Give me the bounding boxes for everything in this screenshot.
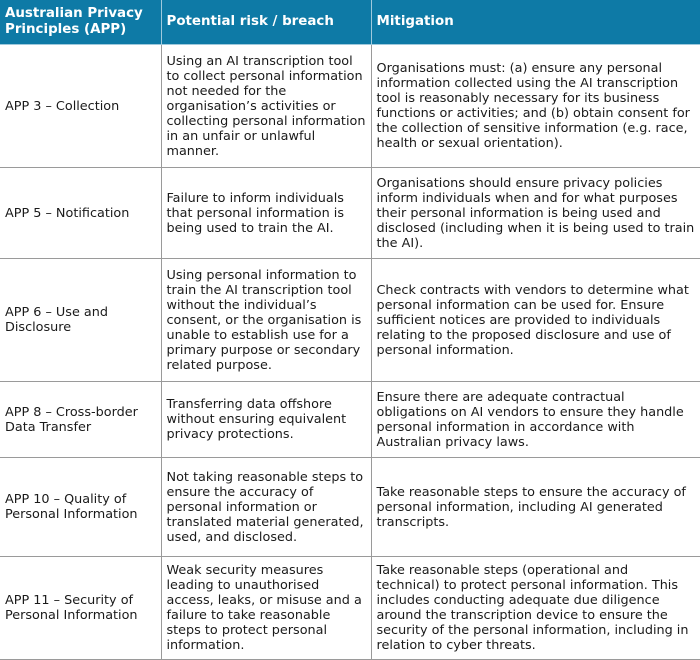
table-row (0, 259, 700, 382)
risk-cell: Transferring data offshore without ensuring equivalent privacy protections. (161, 382, 371, 458)
table-header-row (0, 0, 700, 45)
risk-cell: Not taking reasonable steps to ensure the accuracy of personal information or translated material generated, used, and disclosed. (161, 458, 371, 557)
mitigation-cell: Organisations must: (a) ensure any personal information collected using the AI transcription tool is reasonably necessary for its business functions or activities; and (b) obtain consent for the collection of sensitive information (e.g. race, health or sexual orientation). (371, 45, 700, 168)
principle-cell: APP 10 – Quality of Personal Information (0, 458, 161, 557)
table-row (0, 382, 700, 458)
principle-cell: APP 6 – Use and Disclosure (0, 259, 161, 382)
header-risk: Potential risk / breach (161, 0, 371, 45)
mitigation-cell: Take reasonable steps (operational and technical) to protect personal information. This includes conducting adequate due diligence around the transcription device to ensure the security of the personal information, including in relation to cyber threats. (371, 557, 700, 660)
table-row (0, 557, 700, 660)
principle-cell: APP 8 – Cross-border Data Transfer (0, 382, 161, 458)
principle-cell: APP 11 – Security of Personal Information (0, 557, 161, 660)
principle-cell: APP 5 – Notification (0, 168, 161, 259)
mitigation-cell: Organisations should ensure privacy policies inform individuals when and for what purposes their personal information is being used and disclosed (including when it is being used to train the AI). (371, 168, 700, 259)
principle-cell: APP 3 – Collection (0, 45, 161, 168)
risk-cell: Using personal information to train the AI transcription tool without the individual’s consent, or the organisation is unable to establish use for a primary purpose or secondary related purpose. (161, 259, 371, 382)
risk-cell: Weak security measures leading to unauthorised access, leaks, or misuse and a failure to take reasonable steps to protect personal information. (161, 557, 371, 660)
mitigation-cell: Take reasonable steps to ensure the accuracy of personal information, including AI generated transcripts. (371, 458, 700, 557)
table-row (0, 458, 700, 557)
mitigation-cell: Ensure there are adequate contractual obligations on AI vendors to ensure they handle personal information in accordance with Australian privacy laws. (371, 382, 700, 458)
header-principle: Australian Privacy Principles (APP) (0, 0, 161, 45)
mitigation-cell: Check contracts with vendors to determine what personal information can be used for. Ensure sufficient notices are provided to individuals relating to the proposed disclosure and use of personal information. (371, 259, 700, 382)
table-row (0, 168, 700, 259)
table-row (0, 45, 700, 168)
header-mitigation: Mitigation (371, 0, 700, 45)
risk-cell: Using an AI transcription tool to collect personal information not needed for the organisation’s activities or collecting personal information in an unfair or unlawful manner. (161, 45, 371, 168)
risk-cell: Failure to inform individuals that personal information is being used to train the AI. (161, 168, 371, 259)
